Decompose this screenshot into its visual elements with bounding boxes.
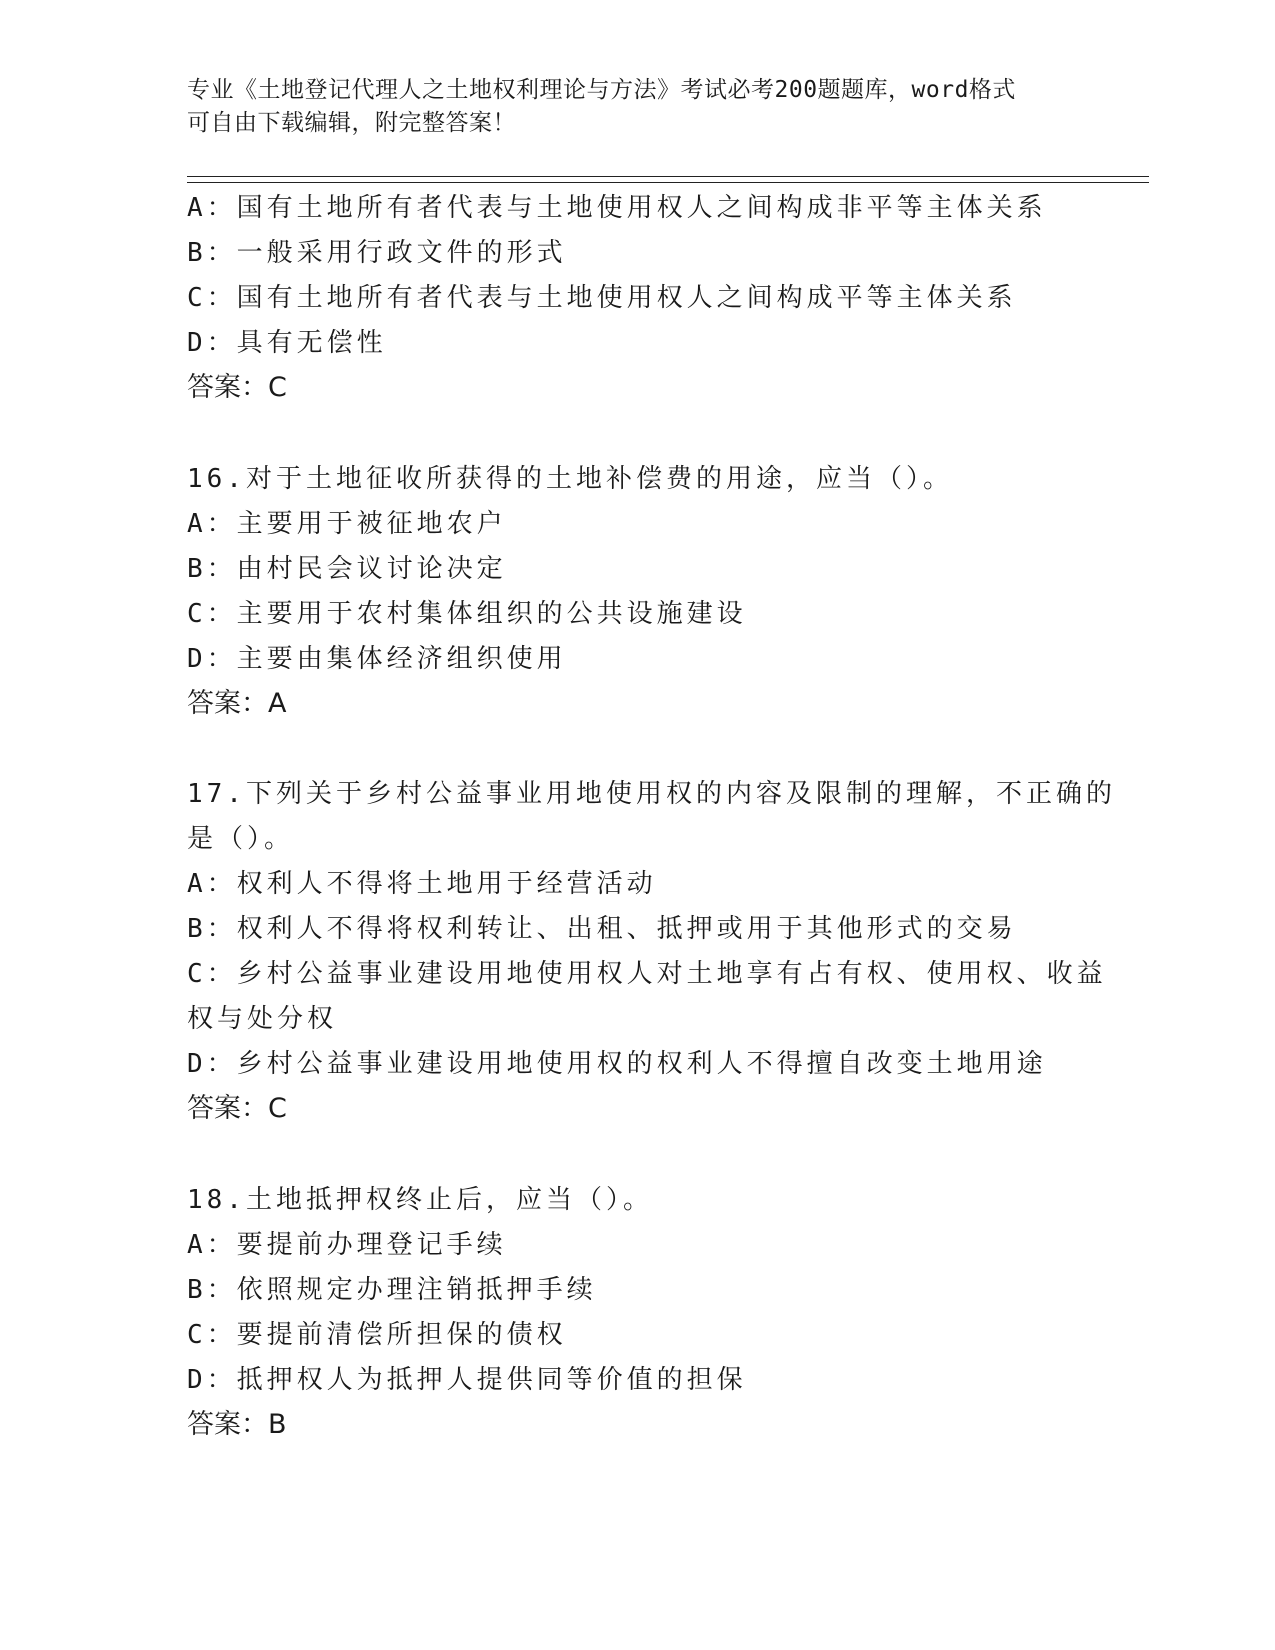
q18-stem: 18.土地抵押权终止后，应当（）。: [187, 1185, 653, 1215]
q17-stem-line-2: 是（）。: [187, 824, 295, 854]
q18-answer: 答案：B: [187, 1409, 287, 1440]
q17-option-b: B：权利人不得将权利转让、出租、抵押或用于其他形式的交易: [187, 914, 1017, 944]
header-rule-top: [187, 176, 1149, 177]
q18-option-d: D：抵押权人为抵押人提供同等价值的担保: [187, 1365, 747, 1395]
q16-option-d: D：主要由集体经济组织使用: [187, 644, 567, 674]
q16-option-b: B：由村民会议讨论决定: [187, 554, 507, 584]
q17-option-c-line-2: 权与处分权: [187, 1004, 338, 1034]
q15-answer: 答案：C: [187, 372, 287, 403]
q17-option-a: A：权利人不得将土地用于经营活动: [187, 869, 657, 899]
q18-option-c: C：要提前清偿所担保的债权: [187, 1320, 567, 1350]
q16-option-a: A：主要用于被征地农户: [187, 509, 507, 539]
q16-stem: 16.对于土地征收所获得的土地补偿费的用途，应当（）。: [187, 464, 953, 494]
header-rule-bottom: [187, 182, 1149, 183]
q15-option-b: B：一般采用行政文件的形式: [187, 238, 567, 268]
q15-option-c: C：国有土地所有者代表与土地使用权人之间构成平等主体关系: [187, 283, 1017, 313]
q16-answer: 答案：A: [187, 688, 287, 719]
q15-option-d: D：具有无偿性: [187, 328, 387, 358]
q17-stem-line-1: 17.下列关于乡村公益事业用地使用权的内容及限制的理解，不正确的: [187, 779, 1116, 809]
q17-option-c-line-1: C：乡村公益事业建设用地使用权人对土地享有占有权、使用权、收益: [187, 959, 1107, 989]
header-line-2: 可自由下载编辑，附完整答案！: [187, 110, 516, 136]
q16-option-c: C：主要用于农村集体组织的公共设施建设: [187, 599, 747, 629]
q17-option-d: D：乡村公益事业建设用地使用权的权利人不得擅自改变土地用途: [187, 1049, 1047, 1079]
q15-option-a: A：国有土地所有者代表与土地使用权人之间构成非平等主体关系: [187, 193, 1047, 223]
q18-option-a: A：要提前办理登记手续: [187, 1230, 507, 1260]
q17-answer: 答案：C: [187, 1093, 287, 1124]
document-header: [187, 74, 1067, 140]
header-line-1: 专业《土地登记代理人之土地权利理论与方法》考试必考200题题库，word格式: [187, 77, 1016, 103]
q18-option-b: B：依照规定办理注销抵押手续: [187, 1275, 597, 1305]
